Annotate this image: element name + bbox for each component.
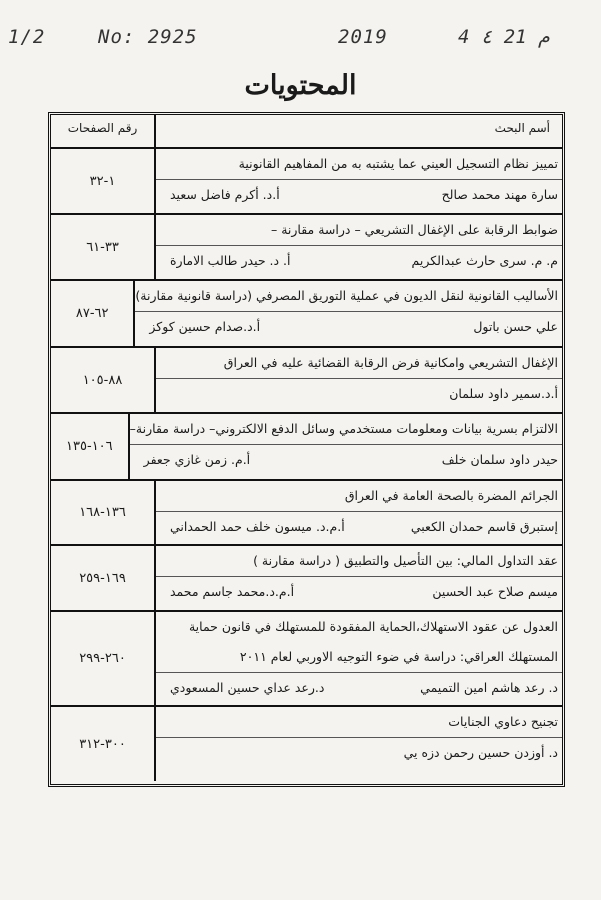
table-row (51, 705, 562, 781)
research-cell (154, 546, 562, 610)
research-cell (154, 215, 562, 279)
authors-line (156, 378, 562, 409)
table-row (51, 147, 562, 213)
author-name: علي حسن باتول (473, 319, 558, 334)
authors-line (156, 245, 562, 276)
handwritten-year: 2019 (338, 26, 388, 48)
authors-line (156, 179, 562, 210)
author-name: د. رعد هاشم امين التميمي (420, 680, 558, 695)
table-row (51, 279, 562, 346)
author-name: أ.د.صدام حسين كوكز (149, 319, 261, 334)
research-title: الأساليب القانونية لنقل الديون في عملية التوريق المصرفي (دراسة قانونية مقارنة) (135, 288, 558, 303)
research-cell (154, 612, 562, 705)
research-title: الالتزام بسرية بيانات ومعلومات مستخدمي وسائل الدفع الالكتروني– دراسة مقارنة– (129, 421, 558, 436)
table-row (51, 412, 562, 479)
author-name: أ.د. أكرم فاضل سعيد (170, 187, 280, 202)
table-row (51, 479, 562, 544)
page-range: ٣٣-٦١ (86, 239, 119, 255)
research-title: تجنيح دعاوي الجنايات (448, 714, 558, 729)
author-name: أ.م. زمن غازي جعفر (143, 452, 251, 467)
research-cell (154, 481, 562, 544)
author-name: أ.د.سمير داود سلمان (449, 386, 558, 401)
author-name: د.رعد عداي حسين المسعودي (170, 680, 325, 695)
author-name: ميسم صلاح عبد الحسين (432, 584, 558, 599)
research-title: الجرائم المضرة بالصحة العامة في العراق (344, 488, 558, 503)
page-range: ٣٠٠-٣١٢ (79, 736, 126, 752)
header-research-title: أسم البحث (154, 115, 562, 147)
author-name: حيدر داود سلمان خلف (441, 452, 558, 467)
page-range: ٢٦٠-٢٩٩ (79, 651, 126, 666)
header-page-numbers: رقم الصفحات (67, 121, 138, 135)
author-name: سارة مهند محمد صالح (441, 187, 558, 202)
research-cell (154, 707, 562, 781)
authors-line (135, 311, 562, 342)
research-title: الإغفال التشريعي وامكانية فرض الرقابة القضائية عليه في العراق (223, 355, 558, 370)
table-row (51, 346, 562, 412)
page-range: ١٣٦-١٦٨ (79, 505, 126, 520)
page-title: المحتويات (244, 70, 357, 101)
research-cell (154, 149, 562, 213)
page-range: ٨٨-١٠٥ (82, 372, 123, 388)
authors-line (130, 444, 562, 475)
table-row (51, 544, 562, 610)
research-title: ضوابط الرقابة على الإغفال التشريعي – دراسة مقارنة – (270, 222, 558, 237)
author-name: م. م. سرى حارث عبدالكريم (411, 253, 558, 268)
page-range: ١٦٩-٢٥٩ (79, 570, 126, 586)
authors-line (156, 672, 562, 703)
contents-table (48, 112, 565, 787)
handwritten-date: 4 ٤ 21 م (458, 26, 550, 48)
page-range: ١٠٦-١٣٥ (66, 439, 113, 454)
research-cell (154, 348, 562, 412)
authors-line (156, 737, 562, 768)
page-range: ٦٢-٨٧ (75, 306, 109, 321)
research-title: العدول عن عقود الاستهلاك،الحماية المفقودة للمستهلك في قانون حماية (188, 619, 558, 634)
author-name: أ.م.د.محمد جاسم محمد (170, 584, 295, 599)
table-row (51, 213, 562, 279)
handwritten-reference-number: No: 2925 (98, 26, 198, 48)
research-cell (128, 414, 562, 479)
table-row (51, 610, 562, 705)
research-title: عقد التداول المالي: بين التأصيل والتطبيق ( دراسة مقارنة ) (253, 553, 558, 568)
authors-line (156, 511, 562, 542)
research-title: المستهلك العراقي: دراسة في ضوء التوجيه الاوربي لعام ٢٠١١ (239, 649, 558, 664)
author-name: د. أوزدن حسين رحمن دزه يي (403, 745, 558, 760)
authors-line (156, 576, 562, 607)
handwritten-sheet-number: 1/2 (8, 26, 46, 48)
research-cell (133, 281, 562, 346)
research-title: تمييز نظام التسجيل العيني عما يشتبه به من المفاهيم القانونية (238, 156, 558, 171)
author-name: إستبرق قاسم حمدان الكعبي (410, 519, 558, 534)
author-name: أ.م.د. ميسون خلف حمد الحمداني (170, 519, 345, 534)
table-header-row (51, 115, 562, 147)
author-name: أ. د. حيدر طالب الامارة (170, 253, 291, 268)
page-range: ١-٣٢ (89, 173, 116, 189)
